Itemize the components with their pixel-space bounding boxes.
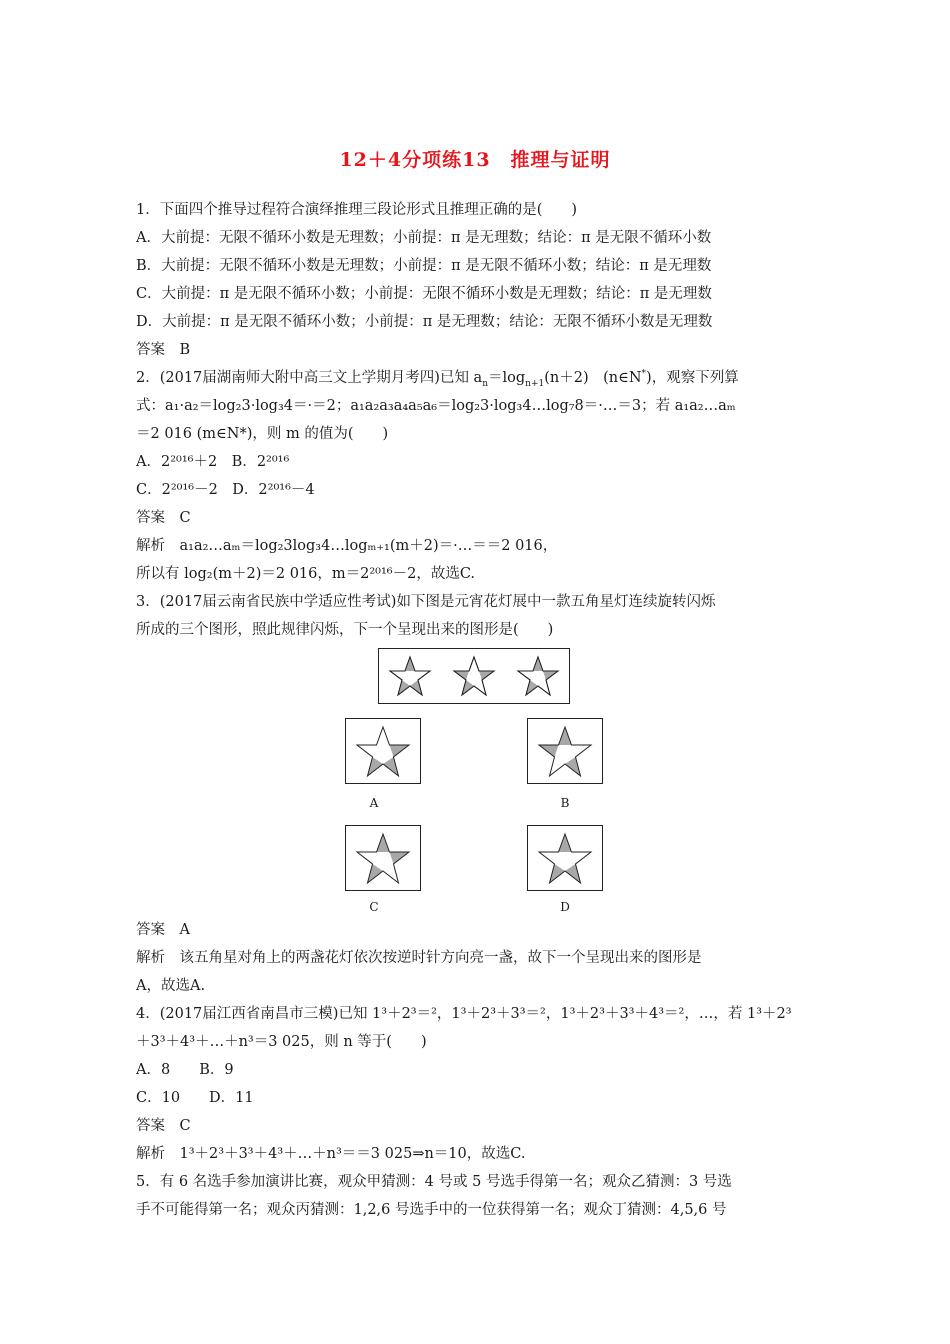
q3-answer: 答案 A (136, 922, 190, 938)
q1-stem: 1．下面四个推导过程符合演绎推理三段论形式且推理正确的是( ) (136, 202, 578, 218)
option-b-label: B (560, 796, 570, 810)
q5-stem-line2: 手不可能得第一名；观众丙猜测：1,2,6 号选手中的一位获得第一名；观众丁猜测：4,5,6 号 (136, 1202, 727, 1218)
q4-options-ab: A．8 B．9 (136, 1062, 234, 1078)
option-c-figure (345, 825, 421, 891)
q2-answer: 答案 C (136, 510, 191, 526)
option-a-label: A (369, 796, 379, 810)
q4-stem-line2: ＋3³＋4³＋…＋n³＝3 025，则 n 等于( ) (136, 1034, 427, 1050)
q1-option-d: D．大前提：π 是无限不循环小数；小前提：π 是无理数；结论：无限不循环小数是无理数 (136, 314, 713, 330)
option-d-label: D (560, 900, 570, 914)
q2-stem-line3: ＝2 016 (m∈N*)，则 m 的值为( ) (136, 426, 389, 442)
page-title: 12＋4分项练13 推理与证明 (339, 149, 611, 171)
q2-solution-line1: 解析 a₁a₂…aₘ＝log₂3log₃4…logₘ₊₁(m＋2)＝·…＝＝2 016， (136, 538, 558, 554)
q5-stem-line1: 5．有 6 名选手参加演讲比赛，观众甲猜测：4 号或 5 号选手得第一名；观众乙猜测：3 号选 (136, 1174, 732, 1190)
option-c-label: C (369, 900, 379, 914)
q4-solution: 解析 1³＋2³＋3³＋4³＋…＋n³＝＝3 025⇒n＝10，故选C. (136, 1146, 526, 1162)
q1-option-b: B．大前提：无限不循环小数是无理数；小前提：π 是无限不循环小数；结论：π 是无理数 (136, 258, 712, 274)
q2-options-ab: A．2²⁰¹⁶＋2 B．2²⁰¹⁶ (136, 454, 290, 470)
option-d-figure (527, 825, 603, 891)
q1-option-a: A．大前提：无限不循环小数是无理数；小前提：π 是无理数；结论：π 是无限不循环小数 (136, 230, 712, 246)
option-b-figure (527, 718, 603, 784)
q2-options-cd: C．2²⁰¹⁶－2 D．2²⁰¹⁶－4 (136, 482, 315, 498)
q3-stem-line1: 3．(2017届云南省民族中学适应性考试)如下图是元宵花灯展中一款五角星灯连续旋转闪烁 (136, 594, 716, 610)
star-sequence-figure (378, 648, 570, 704)
q1-option-c: C．大前提：π 是无限不循环小数；小前提：无限不循环小数是无理数；结论：π 是无理数 (136, 286, 712, 302)
option-a-figure (345, 718, 421, 784)
q4-answer: 答案 C (136, 1118, 191, 1134)
q2-stem-line2: 式：a₁·a₂＝log₂3·log₃4＝·＝2；a₁a₂a₃a₄a₅a₆＝log₂3·log₃4…log₇8＝·…＝3；若 a₁a₂…aₘ (136, 398, 736, 414)
q2-stem-line1: 2．(2017届湖南师大附中高三文上学期月考四)已知 $a_n=\log_{n+1}(n+2)$ (n∈N*)，观察下列算 (136, 369, 739, 389)
q4-options-cd: C．10 D．11 (136, 1090, 254, 1106)
q1-answer: 答案 B (136, 342, 191, 358)
q4-stem-line1: 4．(2017届江西省南昌市三模)已知 1³＋2³＝²，1³＋2³＋3³＝²，1³＋2³＋3³＋4³＝²，…，若 1³＋2³ (136, 1006, 792, 1022)
q3-solution-line1: 解析 该五角星对角上的两盏花灯依次按逆时针方向亮一盏，故下一个呈现出来的图形是 (136, 950, 702, 966)
q3-solution-line2: A，故选A. (136, 978, 206, 994)
q2-solution-line2: 所以有 log₂(m＋2)＝2 016，m＝2²⁰¹⁶－2，故选C. (136, 566, 476, 582)
q3-stem-line2: 所成的三个图形，照此规律闪烁，下一个呈现出来的图形是( ) (136, 622, 554, 638)
